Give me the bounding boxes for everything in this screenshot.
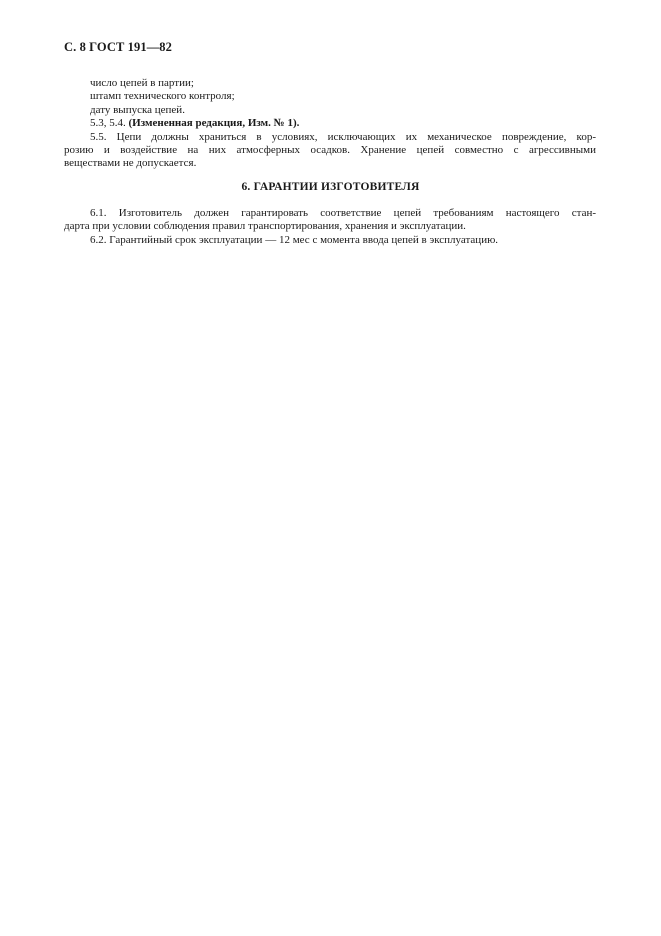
paragraph-5-5-line-1: 5.5. Цепи должны храниться в условиях, исключающих их механическое повреждение, кор- [90, 130, 596, 143]
section-6-body [64, 207, 596, 247]
marking-list [64, 77, 596, 171]
list-item-release-date: дату выпуска цепей. [90, 103, 185, 116]
section-6-title: 6. ГАРАНТИИ ИЗГОТОВИТЕЛЯ [241, 181, 420, 193]
paragraph-6-1-line-1: 6.1. Изготовитель должен гарантировать соответствие цепей требованиям настоящего стан- [90, 207, 596, 219]
paragraph-6-2: 6.2. Гарантийный срок эксплуатации — 12 мес с момента ввода цепей в эксплуатацию. [90, 233, 499, 246]
paragraph-5-5-line-3: веществами не допускается. [64, 157, 197, 170]
amendment-clauses: 5.3, 5.4. [90, 117, 126, 130]
amendment-note [64, 117, 596, 130]
amendment-label: (Измененная редакция, Изм. № 1). [128, 117, 300, 130]
paragraph-6-1-line-2: дарта при условии соблюдения правил транспортирования, хранения и эксплуатации. [64, 220, 466, 233]
paragraph-5-5-line-2: розию и воздействие на них атмосферных осадков. Хранение цепей совместно с агрессивными [64, 144, 596, 157]
list-item-chain-count: число цепей в партии; [90, 77, 194, 89]
page-header: С. 8 ГОСТ 191—82 [64, 40, 173, 54]
list-item-stamp: штамп технического контроля; [90, 90, 235, 103]
